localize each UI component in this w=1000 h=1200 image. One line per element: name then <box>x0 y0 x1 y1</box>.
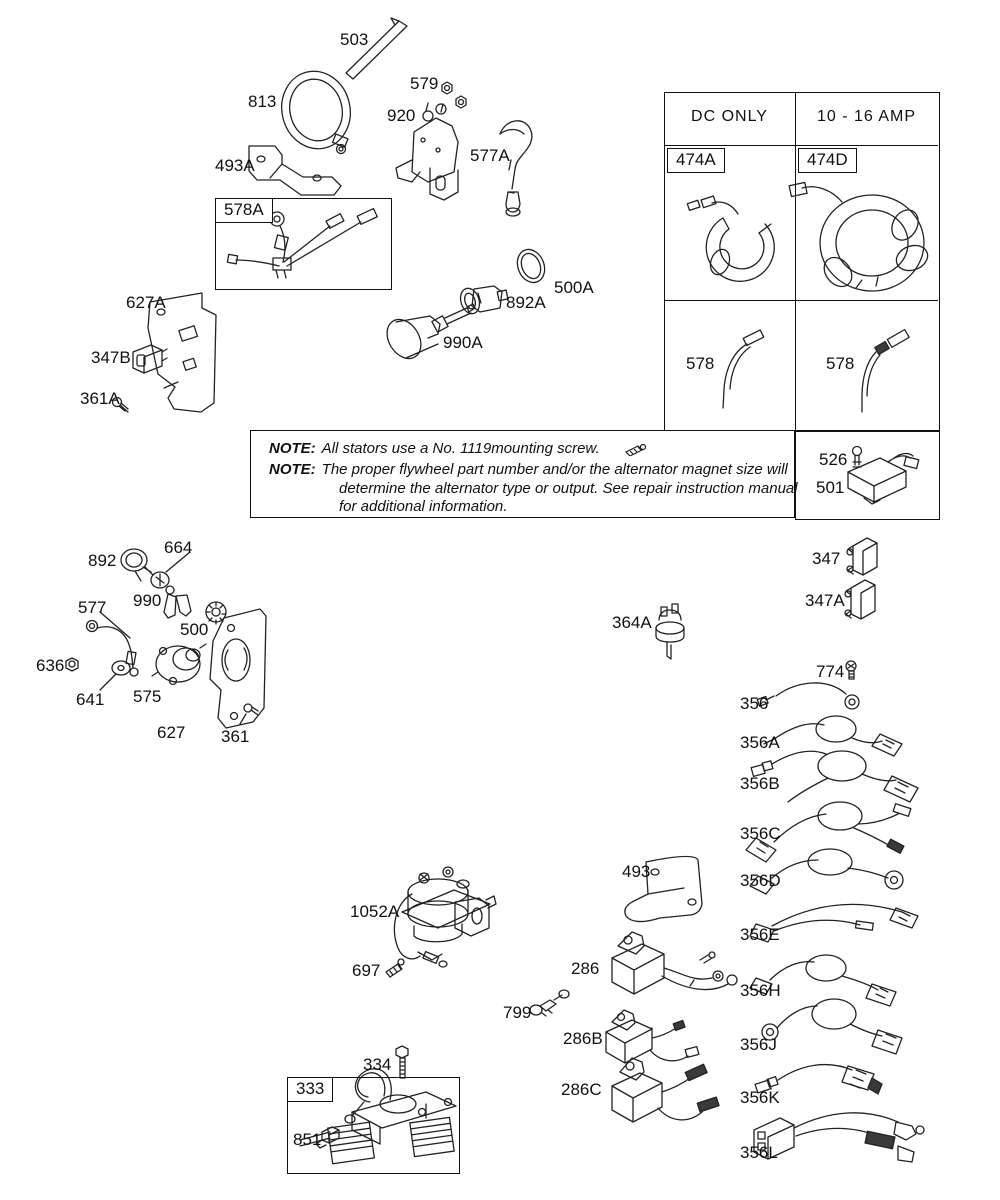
table-header-10-16-amp: 10 - 16 AMP <box>816 108 917 125</box>
table-bottom-right-cell <box>795 430 940 520</box>
part-label-347B: 347B <box>91 348 131 367</box>
part-label-356A: 356A <box>740 733 780 752</box>
note-2-text-3: for additional information. <box>339 498 508 515</box>
part-label-334: 334 <box>363 1055 392 1074</box>
part-493A-drawing <box>249 146 341 195</box>
part-label-697: 697 <box>352 961 381 980</box>
part-990-drawing <box>164 586 191 618</box>
part-label-356B: 356B <box>740 774 780 793</box>
note-1 <box>269 440 648 457</box>
part-label-356: 356 <box>740 694 769 713</box>
part-label-347: 347 <box>812 549 841 568</box>
part-label-474A-boxed: 474A <box>667 148 725 173</box>
part-label-286: 286 <box>571 959 600 978</box>
part-label-356H: 356H <box>740 981 781 1000</box>
part-label-636: 636 <box>36 656 65 675</box>
note-2-line-1 <box>269 461 788 478</box>
part-356-drawing <box>757 683 859 709</box>
table-row-divider <box>664 300 938 301</box>
part-label-627A: 627A <box>126 293 166 312</box>
part-356L-drawing <box>754 1113 924 1162</box>
part-label-575: 575 <box>133 687 162 706</box>
part-label-361A: 361A <box>80 389 120 408</box>
note-1-text: All stators use a No. 1119mounting screw. <box>321 440 600 457</box>
notes-box <box>250 430 798 518</box>
note-2-line-2 <box>339 480 798 497</box>
part-347-drawing <box>847 538 877 575</box>
part-575-drawing <box>152 644 206 685</box>
part-label-333-boxed: 333 <box>287 1077 333 1102</box>
part-label-356E: 356E <box>740 925 780 944</box>
part-label-664: 664 <box>164 538 193 557</box>
table-header-divider <box>664 145 938 146</box>
part-347B-drawing <box>133 345 167 373</box>
part-label-813: 813 <box>248 92 277 111</box>
part-label-578-right: 578 <box>826 354 855 373</box>
part-label-347A: 347A <box>805 591 845 610</box>
part-label-356K: 356K <box>740 1088 780 1107</box>
table-header-dc-only: DC ONLY <box>691 108 768 125</box>
part-label-579: 579 <box>410 74 439 93</box>
part-577A-drawing <box>500 121 532 216</box>
part-579-drawing <box>442 82 466 108</box>
part-label-501: 501 <box>816 478 845 497</box>
alternator-table <box>664 92 940 432</box>
part-label-526: 526 <box>819 450 848 469</box>
part-364A-drawing <box>656 604 684 659</box>
note-1-label: NOTE: <box>269 440 316 457</box>
part-label-500A: 500A <box>554 278 594 297</box>
part-697-drawing <box>386 959 404 977</box>
part-label-627: 627 <box>157 723 186 742</box>
part-label-474D-boxed: 474D <box>798 148 857 173</box>
part-286B-drawing <box>606 1010 699 1063</box>
screw-icon <box>622 442 648 456</box>
part-892A-drawing <box>457 286 508 316</box>
part-label-364A: 364A <box>612 613 652 632</box>
part-label-286C: 286C <box>561 1080 602 1099</box>
part-286-drawing <box>612 932 737 994</box>
part-label-578A-boxed: 578A <box>215 198 273 223</box>
part-356A-drawing <box>764 716 902 756</box>
part-label-577A: 577A <box>470 146 510 165</box>
part-356J-drawing <box>762 999 902 1054</box>
part-label-361: 361 <box>221 727 250 746</box>
note-2-text-1: The proper flywheel part number and/or the alternator magnet size will <box>321 461 788 478</box>
part-label-356D: 356D <box>740 871 781 890</box>
part-label-577: 577 <box>78 598 107 617</box>
note-2-line-3 <box>339 498 507 515</box>
part-label-356J: 356J <box>740 1035 777 1054</box>
part-label-892A: 892A <box>506 293 546 312</box>
part-636-drawing <box>66 658 78 671</box>
part-label-774: 774 <box>816 662 845 681</box>
part-500A-drawing <box>513 245 550 286</box>
part-892-drawing <box>121 549 153 581</box>
part-799-drawing <box>530 990 569 1016</box>
part-347A-drawing <box>845 580 875 619</box>
part-1052A-drawing <box>394 867 496 967</box>
part-774-drawing <box>846 661 856 679</box>
part-641-drawing <box>100 661 130 690</box>
part-286C-drawing <box>612 1058 719 1122</box>
part-label-1052A: 1052A <box>350 902 400 921</box>
part-label-851: 851 <box>293 1130 322 1149</box>
part-label-286B: 286B <box>563 1029 603 1048</box>
part-361-drawing <box>240 704 258 724</box>
part-label-578-left: 578 <box>686 354 715 373</box>
part-label-799: 799 <box>503 1003 532 1022</box>
part-label-892: 892 <box>88 551 117 570</box>
part-334-drawing <box>396 1046 408 1078</box>
note-2-label: NOTE: <box>269 461 316 478</box>
part-label-503: 503 <box>340 30 369 49</box>
part-label-641: 641 <box>76 690 105 709</box>
part-813-drawing <box>274 64 359 156</box>
part-label-356C: 356C <box>740 824 781 843</box>
part-label-990: 990 <box>133 591 162 610</box>
part-label-920: 920 <box>387 106 416 125</box>
note-2-text-2: determine the alternator type or output. See repair instruction manual <box>339 480 798 497</box>
part-label-356L: 356L <box>740 1143 778 1162</box>
part-label-493A: 493A <box>215 156 255 175</box>
part-label-493: 493 <box>622 862 651 881</box>
part-label-500: 500 <box>180 620 209 639</box>
part-label-990A: 990A <box>443 333 483 352</box>
